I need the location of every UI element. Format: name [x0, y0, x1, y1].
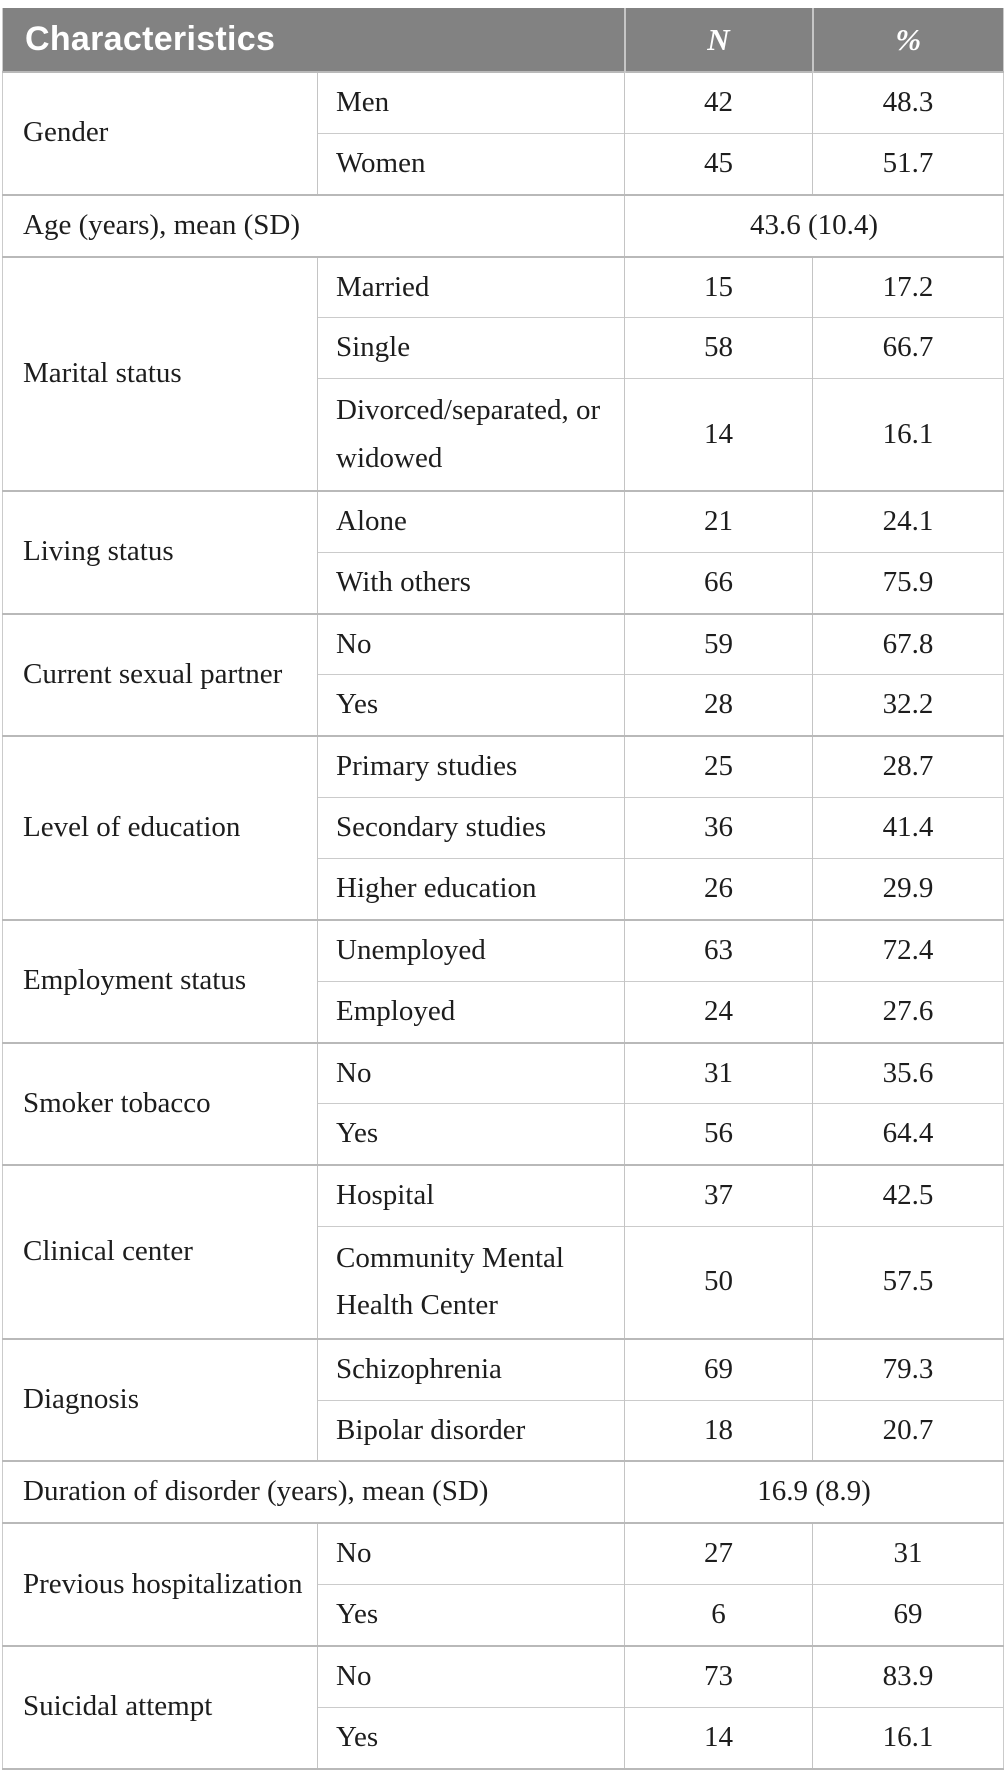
characteristics-table-wrapper [2, 8, 1003, 1770]
row-label: Duration of disorder (years), mean (SD) [3, 1461, 625, 1523]
subcategory-label: With others [318, 552, 625, 613]
pct-value: 48.3 [813, 72, 1004, 133]
subcategory-label: No [318, 1523, 625, 1584]
n-value: 15 [625, 257, 813, 318]
n-value: 26 [625, 859, 813, 920]
subcategory-label: Men [318, 72, 625, 133]
table-row [3, 1043, 1004, 1104]
category-label: Living status [3, 491, 318, 614]
subcategory-label: Bipolar disorder [318, 1400, 625, 1461]
pct-value: 17.2 [813, 257, 1004, 318]
pct-value: 69 [813, 1585, 1004, 1646]
n-value: 56 [625, 1104, 813, 1165]
n-value: 36 [625, 798, 813, 859]
pct-value: 29.9 [813, 859, 1004, 920]
table-row [3, 1646, 1004, 1707]
pct-value: 16.1 [813, 1707, 1004, 1768]
subcategory-label: Schizophrenia [318, 1339, 625, 1400]
subcategory-label: No [318, 614, 625, 675]
table-row [3, 614, 1004, 675]
n-value: 31 [625, 1043, 813, 1104]
pct-value: 28.7 [813, 736, 1004, 797]
subcategory-label: Yes [318, 1707, 625, 1768]
table-row [3, 72, 1004, 133]
pct-value: 51.7 [813, 133, 1004, 194]
n-value: 21 [625, 491, 813, 552]
pct-value: 79.3 [813, 1339, 1004, 1400]
n-value: 45 [625, 133, 813, 194]
category-label: Level of education [3, 736, 318, 920]
n-value: 24 [625, 981, 813, 1042]
category-label: Employment status [3, 920, 318, 1043]
subcategory-label: Unemployed [318, 920, 625, 981]
table-row [3, 257, 1004, 318]
table-body [3, 72, 1004, 1769]
subcategory-label: Married [318, 257, 625, 318]
table-row [3, 1523, 1004, 1584]
table-row [3, 1165, 1004, 1226]
subcategory-label: Alone [318, 491, 625, 552]
n-value: 37 [625, 1165, 813, 1226]
category-label: Clinical center [3, 1165, 318, 1338]
subcategory-label: Women [318, 133, 625, 194]
table-row [3, 491, 1004, 552]
header-n: N [625, 8, 813, 72]
category-label: Gender [3, 72, 318, 195]
n-value: 27 [625, 1523, 813, 1584]
table-header [3, 8, 1004, 72]
table-row [3, 920, 1004, 981]
subcategory-label: Yes [318, 1585, 625, 1646]
subcategory-label: Primary studies [318, 736, 625, 797]
n-value: 28 [625, 675, 813, 736]
n-value: 25 [625, 736, 813, 797]
header-row [3, 8, 1004, 72]
category-label: Suicidal attempt [3, 1646, 318, 1769]
pct-value: 16.1 [813, 379, 1004, 491]
n-value: 18 [625, 1400, 813, 1461]
pct-value: 64.4 [813, 1104, 1004, 1165]
subcategory-label: Community Mental Health Center [318, 1227, 625, 1339]
subcategory-label: Hospital [318, 1165, 625, 1226]
table-row [3, 1461, 1004, 1523]
n-value: 66 [625, 552, 813, 613]
characteristics-table [2, 8, 1004, 1770]
table-row [3, 736, 1004, 797]
n-value: 6 [625, 1585, 813, 1646]
pct-value: 72.4 [813, 920, 1004, 981]
header-percent: % [813, 8, 1004, 72]
n-value: 59 [625, 614, 813, 675]
n-value: 58 [625, 318, 813, 379]
category-label: Smoker tobacco [3, 1043, 318, 1166]
subcategory-label: Divorced/separated, or widowed [318, 379, 625, 491]
row-value: 16.9 (8.9) [625, 1461, 1004, 1523]
n-value: 63 [625, 920, 813, 981]
table-row [3, 195, 1004, 257]
subcategory-label: Secondary studies [318, 798, 625, 859]
n-value: 50 [625, 1227, 813, 1339]
row-label: Age (years), mean (SD) [3, 195, 625, 257]
subcategory-label: Employed [318, 981, 625, 1042]
pct-value: 31 [813, 1523, 1004, 1584]
pct-value: 83.9 [813, 1646, 1004, 1707]
pct-value: 32.2 [813, 675, 1004, 736]
pct-value: 67.8 [813, 614, 1004, 675]
pct-value: 41.4 [813, 798, 1004, 859]
table-row [3, 1339, 1004, 1400]
subcategory-label: No [318, 1043, 625, 1104]
subcategory-label: Higher education [318, 859, 625, 920]
subcategory-label: Yes [318, 1104, 625, 1165]
n-value: 14 [625, 379, 813, 491]
category-label: Current sexual partner [3, 614, 318, 737]
subcategory-label: Yes [318, 675, 625, 736]
category-label: Marital status [3, 257, 318, 491]
pct-value: 24.1 [813, 491, 1004, 552]
pct-value: 35.6 [813, 1043, 1004, 1104]
pct-value: 66.7 [813, 318, 1004, 379]
category-label: Diagnosis [3, 1339, 318, 1462]
pct-value: 42.5 [813, 1165, 1004, 1226]
category-label: Previous hospitalization [3, 1523, 318, 1646]
n-value: 14 [625, 1707, 813, 1768]
header-characteristics: Characteristics [3, 8, 625, 72]
subcategory-label: Single [318, 318, 625, 379]
pct-value: 75.9 [813, 552, 1004, 613]
n-value: 73 [625, 1646, 813, 1707]
n-value: 42 [625, 72, 813, 133]
pct-value: 27.6 [813, 981, 1004, 1042]
pct-value: 57.5 [813, 1227, 1004, 1339]
subcategory-label: No [318, 1646, 625, 1707]
n-value: 69 [625, 1339, 813, 1400]
row-value: 43.6 (10.4) [625, 195, 1004, 257]
pct-value: 20.7 [813, 1400, 1004, 1461]
